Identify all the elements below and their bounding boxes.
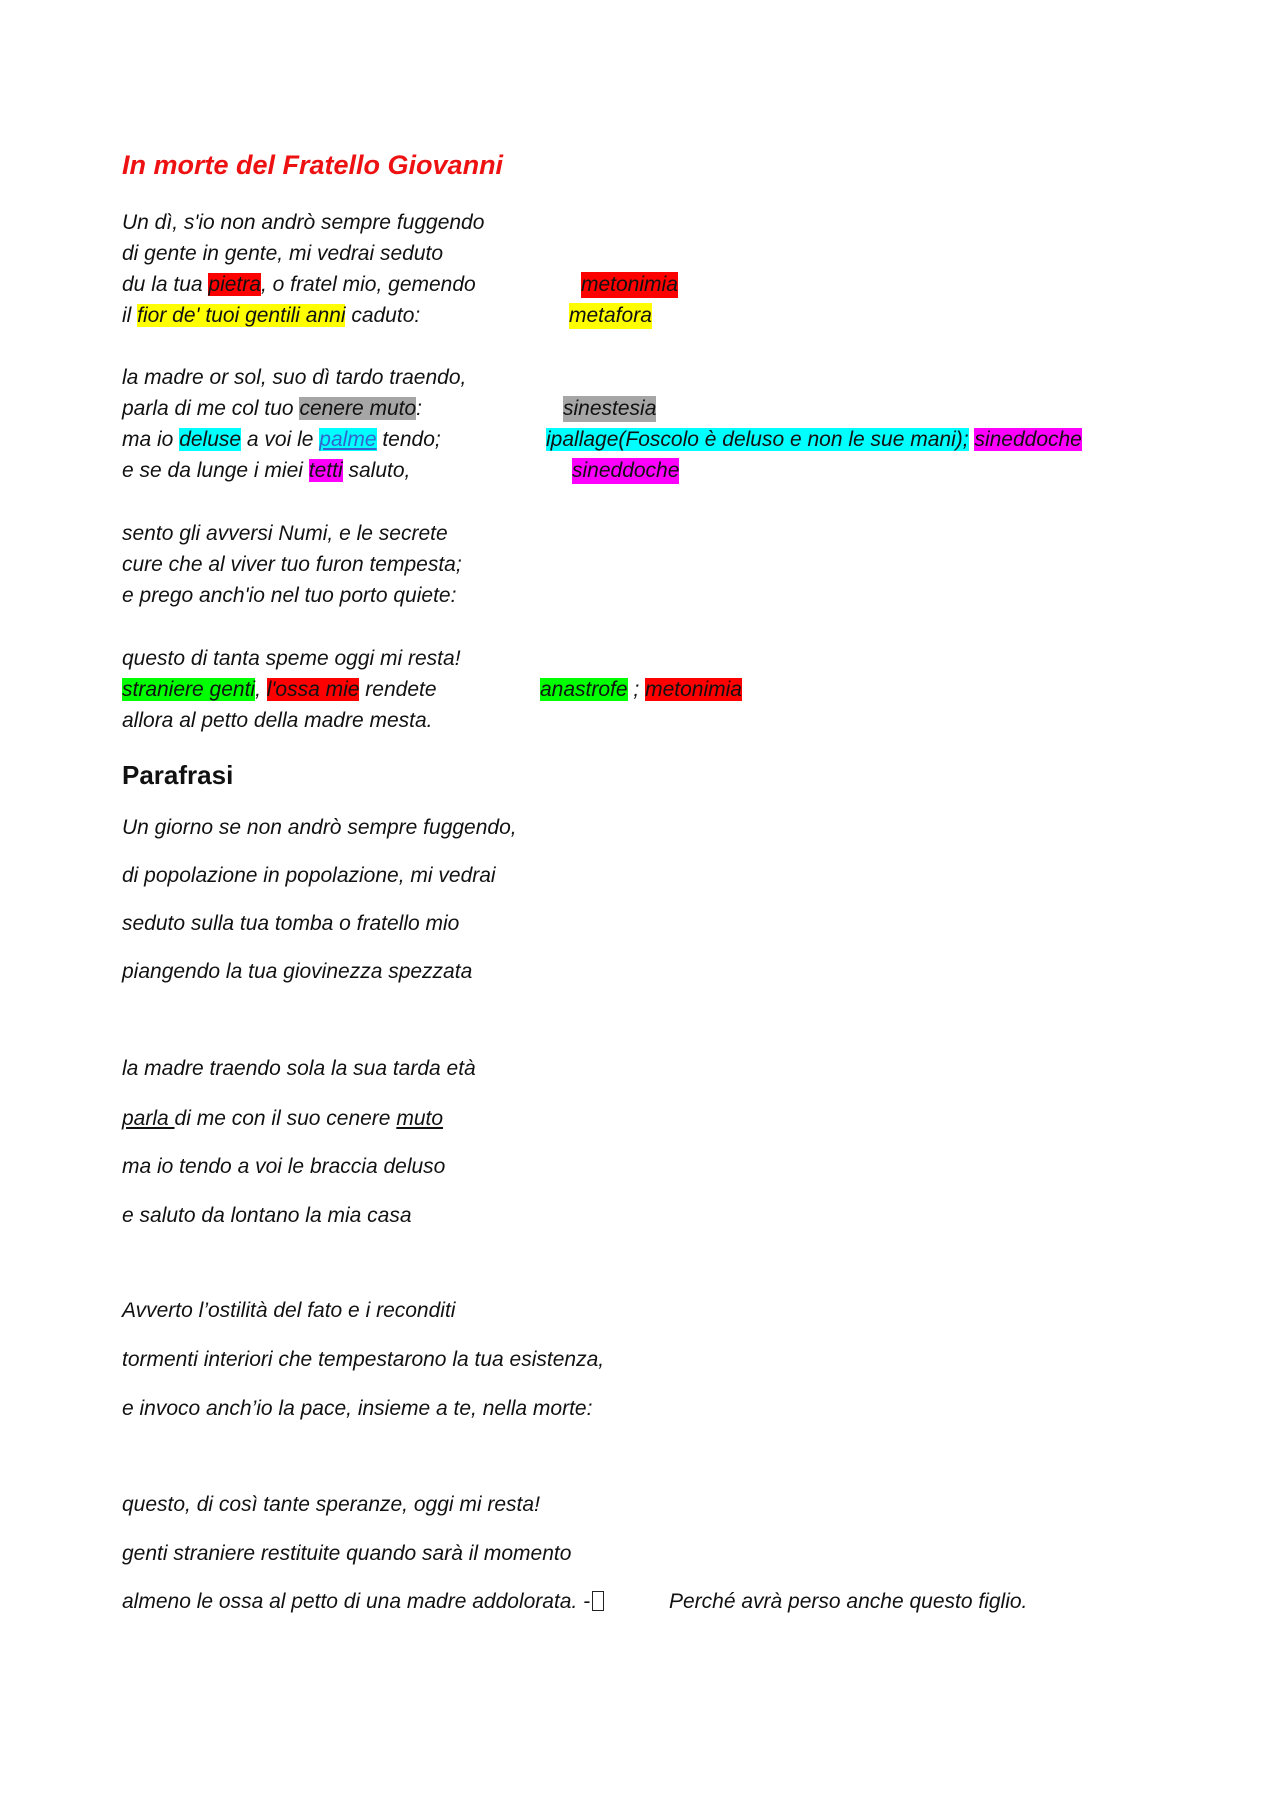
parafrasi-heading: Parafrasi [122, 760, 234, 790]
note-separator: ; [627, 678, 646, 701]
line-text: di me con il suo cenere [174, 1107, 397, 1130]
note-anastrofe-metonimia [540, 677, 742, 703]
line-text: saluto, [342, 459, 411, 482]
poem-line [122, 521, 448, 547]
line-text: cure che al viver tuo furon tempesta; [122, 553, 462, 576]
poem-title: In morte del Fratello Giovanni [122, 150, 504, 180]
missing-glyph-icon [592, 1591, 604, 1611]
paraphrase-line [122, 1589, 604, 1615]
line-text: e se da lunge i miei [122, 459, 309, 482]
line-text: du la tua [122, 273, 209, 296]
paraphrase-line: e invoco anch’io la pace, insieme a te, nella morte: [122, 1397, 593, 1420]
paraphrase-line: ma io tendo a voi le braccia deluso [122, 1155, 446, 1178]
note-metonimia: metonimia [581, 273, 678, 296]
line-text: il [122, 304, 138, 327]
paraphrase-line: Avverto l’ostilità del fato e i reconditi [122, 1299, 456, 1322]
note-ipallage-sineddoche [546, 427, 1082, 453]
underlined-text: parla [122, 1107, 175, 1130]
poem-line [122, 708, 433, 734]
paraphrase-line: seduto sulla tua tomba o fratello mio [122, 912, 460, 935]
poem-line [122, 583, 456, 609]
line-text: sento gli avversi Numi, e le secrete [122, 522, 448, 545]
highlight-sineddoche: tetti [308, 459, 343, 482]
highlight-metonimia: l'ossa mie [266, 678, 360, 701]
underlined-text: muto [396, 1107, 444, 1130]
line-text: almeno le ossa al petto di una madre addolorata. - [122, 1590, 591, 1613]
note-sineddoche: sineddoche [974, 428, 1082, 451]
note-metafora: metafora [569, 304, 652, 327]
poem-line [122, 365, 466, 391]
paraphrase-line: genti straniere restituite quando sarà il momento [122, 1542, 572, 1565]
paraphrase-line: questo, di così tante speranze, oggi mi resta! [122, 1493, 540, 1516]
line-text: parla di me col tuo [122, 397, 300, 420]
note-ipallage: ipallage(Foscolo è deluso e non le sue mani); [546, 428, 969, 451]
line-text: rendete [359, 678, 437, 701]
poem-line [122, 677, 437, 703]
highlight-anastrofe: straniere genti [122, 678, 256, 701]
line-text: caduto: [345, 304, 421, 327]
line-text: a voi le [241, 428, 320, 451]
paraphrase-line: tormenti interiori che tempestarono la tua esistenza, [122, 1348, 605, 1371]
line-text: , [255, 678, 267, 701]
line-text: Un dì, s'io non andrò sempre fuggendo [122, 211, 485, 234]
poem-line [122, 241, 443, 267]
line-text: e prego anch'io nel tuo porto quiete: [122, 584, 457, 607]
paraphrase-line: la madre traendo sola la sua tarda età [122, 1057, 476, 1080]
poem-line [122, 272, 476, 298]
note-metonimia: metonimia [645, 678, 742, 701]
poem-line [122, 458, 410, 484]
poem-line [122, 427, 441, 453]
line-text: allora al petto della madre mesta. [122, 709, 433, 732]
highlight-sinestesia: cenere muto [299, 397, 417, 420]
line-text: di gente in gente, mi vedrai seduto [122, 242, 444, 265]
line-text: : [416, 397, 423, 420]
paraphrase-note: Perché avrà perso anche questo figlio. [669, 1590, 1028, 1613]
line-text: questo di tanta speme oggi mi resta! [122, 647, 461, 670]
poem-line [122, 396, 422, 422]
poem-line [122, 210, 484, 236]
highlight-ipallage: deluse [179, 428, 242, 451]
paraphrase-line: Un giorno se non andrò sempre fuggendo, [122, 816, 517, 839]
paraphrase-line [122, 1106, 443, 1132]
line-text: la madre or sol, suo dì tardo traendo, [122, 366, 467, 389]
poem-line [122, 552, 462, 578]
line-text: , o fratel mio, gemendo [260, 273, 476, 296]
note-sineddoche: sineddoche [572, 459, 680, 482]
highlight-metafora: fior de' tuoi gentili anni [137, 304, 346, 327]
highlight-metonimia: pietra [208, 273, 261, 296]
line-text: tendo; [376, 428, 441, 451]
note-sinestesia: sinestesia [563, 397, 657, 420]
paraphrase-line: piangendo la tua giovinezza spezzata [122, 960, 473, 983]
note-anastrofe: anastrofe [540, 678, 628, 701]
poem-line [122, 646, 461, 672]
paraphrase-line: di popolazione in popolazione, mi vedrai [122, 864, 496, 887]
poem-line [122, 303, 420, 329]
highlight-palme-link[interactable]: palme [319, 428, 377, 451]
paraphrase-line: e saluto da lontano la mia casa [122, 1204, 412, 1227]
line-text: ma io [122, 428, 180, 451]
